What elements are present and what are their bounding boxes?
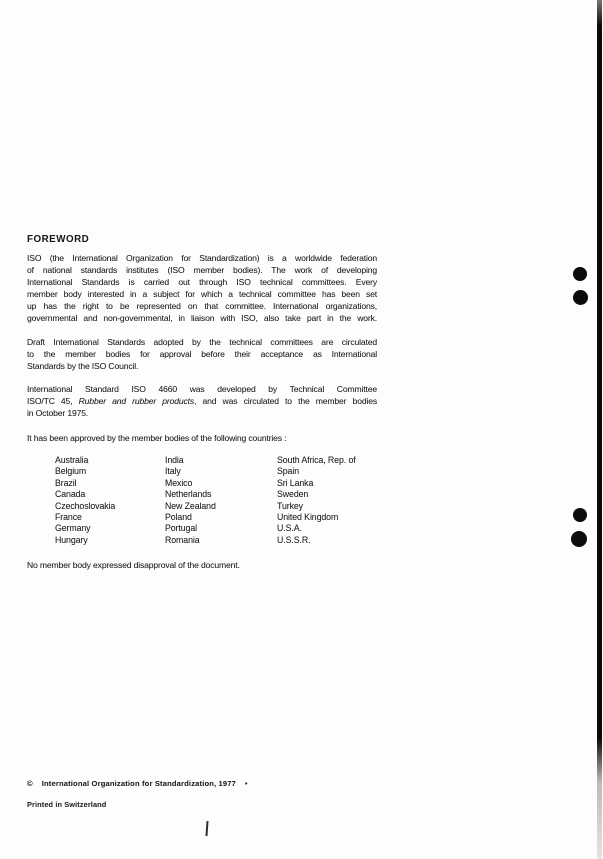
- text-line: No member body expressed disapproval of the document.: [27, 560, 240, 570]
- country-name: Poland: [165, 512, 192, 523]
- country-name: New Zealand: [165, 500, 216, 511]
- copyright-text: International Organization for Standardization, 1977: [41, 779, 237, 788]
- text-line: of national standards institutes (ISO member bodies). The work of developing: [27, 265, 377, 275]
- country-name: Netherlands: [165, 489, 212, 500]
- text-line: Draft International Standards adopted by the technical committees are circulated: [27, 337, 377, 347]
- country-name: Turkey: [277, 500, 303, 511]
- paragraph-approval: [27, 432, 377, 444]
- country-name: Spain: [277, 466, 299, 477]
- country-name: Australia: [55, 455, 89, 465]
- text-line: It has been approved by the member bodies of the following countries :: [27, 433, 287, 443]
- country-name: Sri Lanka: [277, 477, 314, 488]
- registration-dot: [573, 267, 587, 281]
- paragraph-iso-4660: [27, 383, 377, 419]
- paragraph-draft-standards: [27, 336, 377, 372]
- pen-tick-mark: [205, 821, 208, 836]
- text-line: to the member bodies for approval before their acceptance as International: [27, 349, 377, 359]
- bullet-mark: •: [245, 781, 248, 788]
- text-line: [27, 395, 377, 407]
- text-segment: ISO/TC 45,: [27, 396, 79, 406]
- registration-dot: [573, 508, 587, 522]
- paragraph-iso-intro: [27, 252, 377, 324]
- country-name: Canada: [55, 489, 86, 500]
- country-name: France: [55, 512, 82, 523]
- copyright-line: [27, 779, 248, 788]
- text-line: up has the right to be represented on that committee. International organizations,: [27, 301, 377, 311]
- country-name: South Africa, Rep. of: [277, 455, 356, 465]
- text-segment: , and was circulated to the member bodies: [194, 396, 377, 406]
- country-name: Hungary: [55, 534, 88, 545]
- country-name: Italy: [165, 466, 181, 477]
- text-line: Standards by the ISO Council.: [27, 361, 139, 371]
- country-name: U.S.A.: [277, 523, 302, 534]
- printed-in-line: Printed in Switzerland: [27, 800, 107, 809]
- copyright-symbol: ©: [27, 779, 33, 788]
- country-name: Belgium: [55, 466, 87, 477]
- country-name: U.S.S.R.: [277, 534, 311, 545]
- paragraph-no-disapproval: [27, 559, 377, 571]
- text-line: member body interested in a subject for which a technical committee has been set: [27, 289, 377, 299]
- text-line: in October 1975.: [27, 408, 89, 418]
- country-name: Sweden: [277, 489, 309, 500]
- foreword-heading: FOREWORD: [27, 234, 90, 245]
- scan-edge-strip: [597, 0, 602, 859]
- country-name: Mexico: [165, 477, 193, 488]
- country-column-3: [277, 455, 356, 546]
- text-line: governmental and non-governmental, in liaison with ISO, also take part in the work.: [27, 313, 377, 323]
- registration-dot: [573, 290, 588, 305]
- country-name: Germany: [55, 523, 91, 534]
- country-name: Portugal: [165, 523, 197, 534]
- country-name: Romania: [165, 534, 200, 545]
- registration-dot: [571, 531, 587, 547]
- italic-committee-title: Rubber and rubber products: [78, 396, 195, 406]
- country-name: India: [165, 455, 184, 465]
- text-line: ISO (the International Organization for Standardization) is a worldwide federation: [27, 253, 377, 263]
- text-line: International Standards is carried out through ISO technical committees. Every: [27, 277, 377, 287]
- country-column-1: [55, 455, 115, 546]
- country-name: Brazil: [55, 477, 77, 488]
- country-name: United Kingdom: [277, 512, 339, 523]
- country-column-2: [165, 455, 216, 546]
- text-line: International Standard ISO 4660 was developed by Technical Committee: [27, 384, 377, 394]
- country-name: Czechoslovakia: [55, 500, 116, 511]
